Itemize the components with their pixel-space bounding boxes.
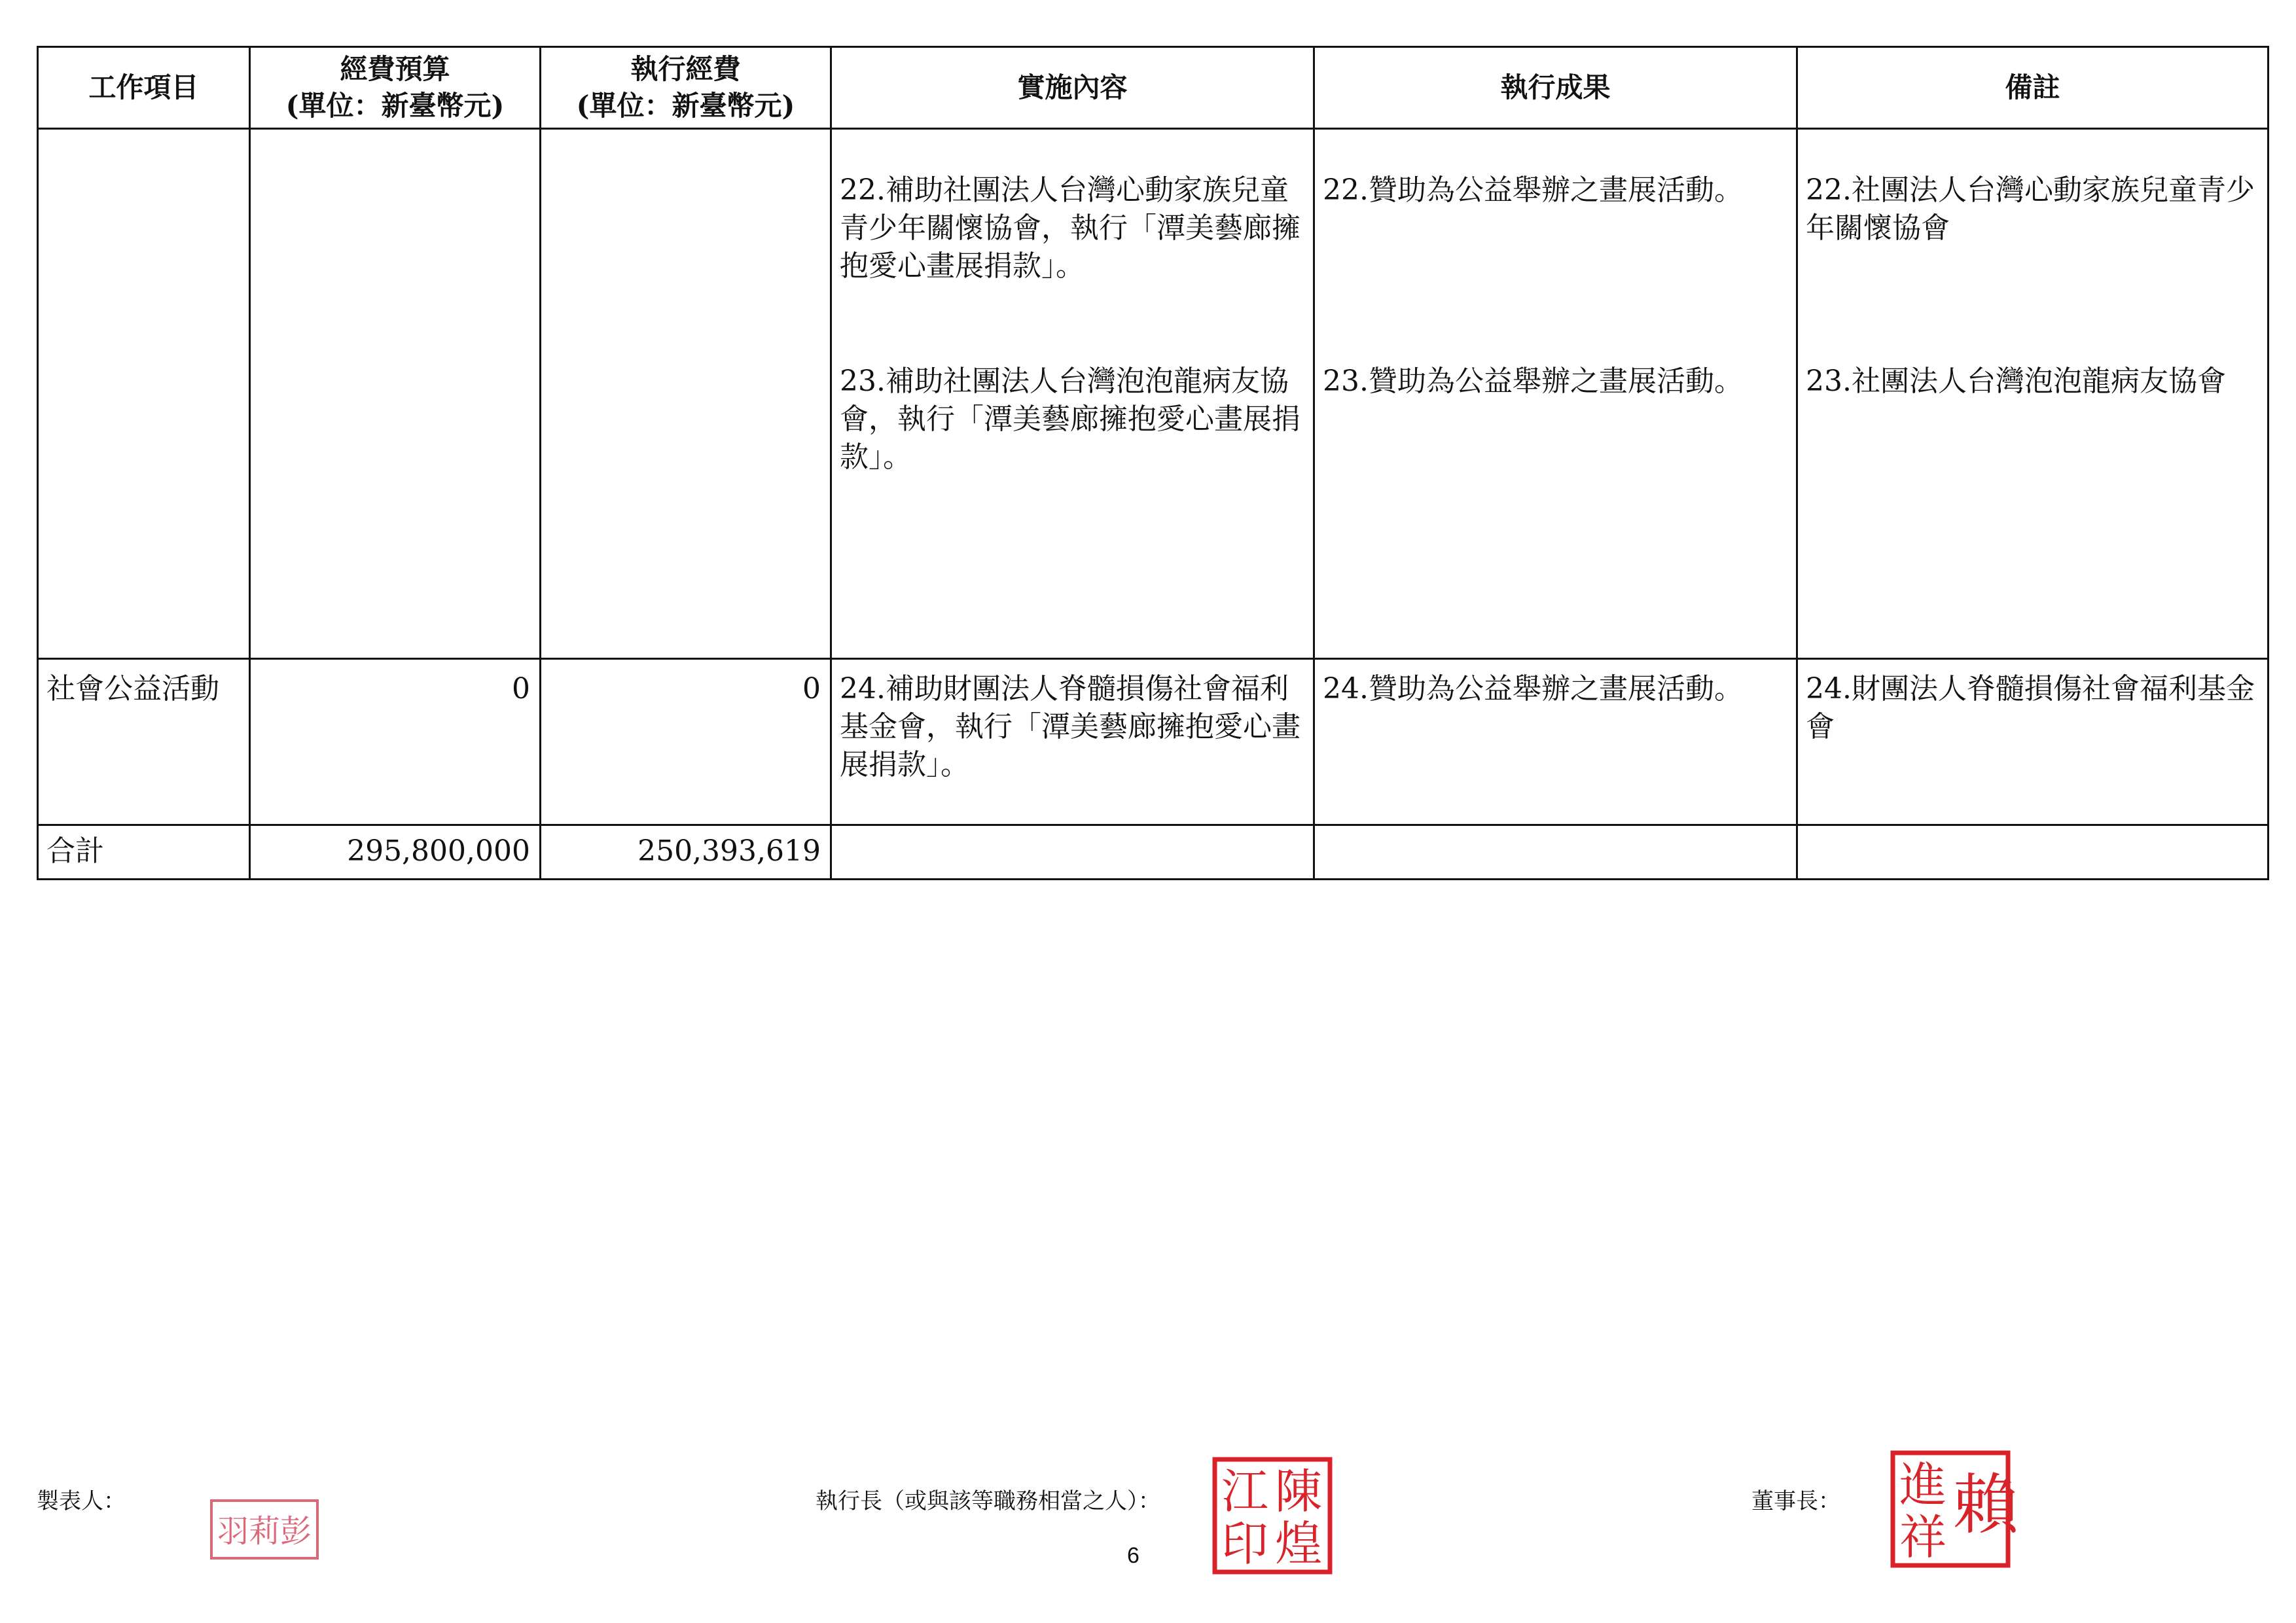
total-content-cell	[831, 825, 1314, 880]
results-item-22: 22.贊助為公益舉辦之畫展活動。	[1323, 173, 1743, 207]
svg-text:江: 江	[1221, 1464, 1269, 1519]
header-budget: 經費預算 (單位：新臺幣元)	[250, 47, 541, 129]
total-notes-cell	[1797, 825, 2269, 880]
table-row	[38, 659, 2269, 825]
preparer-seal	[209, 1499, 319, 1560]
results-cell: 24.贊助為公益舉辦之畫展活動。	[1314, 659, 1797, 825]
notes-item-23: 23.社團法人台灣泡泡龍病友協會	[1806, 365, 2226, 398]
results-cell	[1314, 129, 1797, 659]
total-executed-cell: 250,393,619	[541, 825, 831, 880]
table-row	[38, 129, 2269, 659]
total-results-cell	[1314, 825, 1797, 880]
work-item-cell: 社會公益活動	[38, 659, 250, 825]
chairman-label: 董事長：	[1751, 1488, 1840, 1514]
content-cell: 24.補助財團法人脊髓損傷社會福利基金會，執行「潭美藝廊擁抱愛心畫展捐款」。	[831, 659, 1314, 825]
header-results: 執行成果	[1314, 47, 1797, 129]
results-item-23: 23.贊助為公益舉辦之畫展活動。	[1323, 365, 1743, 398]
header-executed: 執行經費 (單位：新臺幣元)	[541, 47, 831, 129]
content-item-23: 23.補助社團法人台灣泡泡龍病友協會，執行「潭美藝廊擁抱愛心畫展捐款」。	[840, 365, 1300, 474]
work-item-cell	[38, 129, 250, 659]
executed-cell	[541, 129, 831, 659]
budget-cell: 0	[250, 659, 541, 825]
svg-text:印: 印	[1221, 1516, 1269, 1571]
content-cell	[831, 129, 1314, 659]
executed-cell: 0	[541, 659, 831, 825]
header-notes: 備註	[1797, 47, 2269, 129]
svg-text:陳: 陳	[1275, 1464, 1323, 1519]
budget-cell	[250, 129, 541, 659]
page-number: 6	[1127, 1543, 1139, 1568]
svg-text:煌: 煌	[1275, 1516, 1323, 1571]
ceo-label: 執行長（或與該等職務相當之人）：	[816, 1488, 1160, 1514]
table-header-row	[38, 47, 2269, 129]
chairman-seal	[1890, 1450, 2018, 1568]
content-item-22: 22.補助社團法人台灣心動家族兒童青少年關懷協會，執行「潭美藝廊擁抱愛心畫展捐款」。	[840, 173, 1300, 283]
total-row	[38, 825, 2269, 880]
svg-text:羽莉彭: 羽莉彭	[217, 1513, 312, 1550]
svg-text:賴: 賴	[1953, 1467, 2018, 1543]
preparer-label: 製表人：	[37, 1488, 126, 1514]
total-budget-cell: 295,800,000	[250, 825, 541, 880]
expenditure-table	[37, 46, 2269, 880]
svg-text:進: 進	[1899, 1457, 1947, 1512]
notes-cell	[1797, 129, 2269, 659]
header-work-item: 工作項目	[38, 47, 250, 129]
total-label-cell: 合計	[38, 825, 250, 880]
notes-item-22: 22.社團法人台灣心動家族兒童青少年關懷協會	[1806, 173, 2255, 245]
svg-text:祥: 祥	[1899, 1510, 1947, 1565]
header-content: 實施內容	[831, 47, 1314, 129]
ceo-seal	[1212, 1457, 1333, 1575]
notes-cell: 24.財團法人脊髓損傷社會福利基金會	[1797, 659, 2269, 825]
